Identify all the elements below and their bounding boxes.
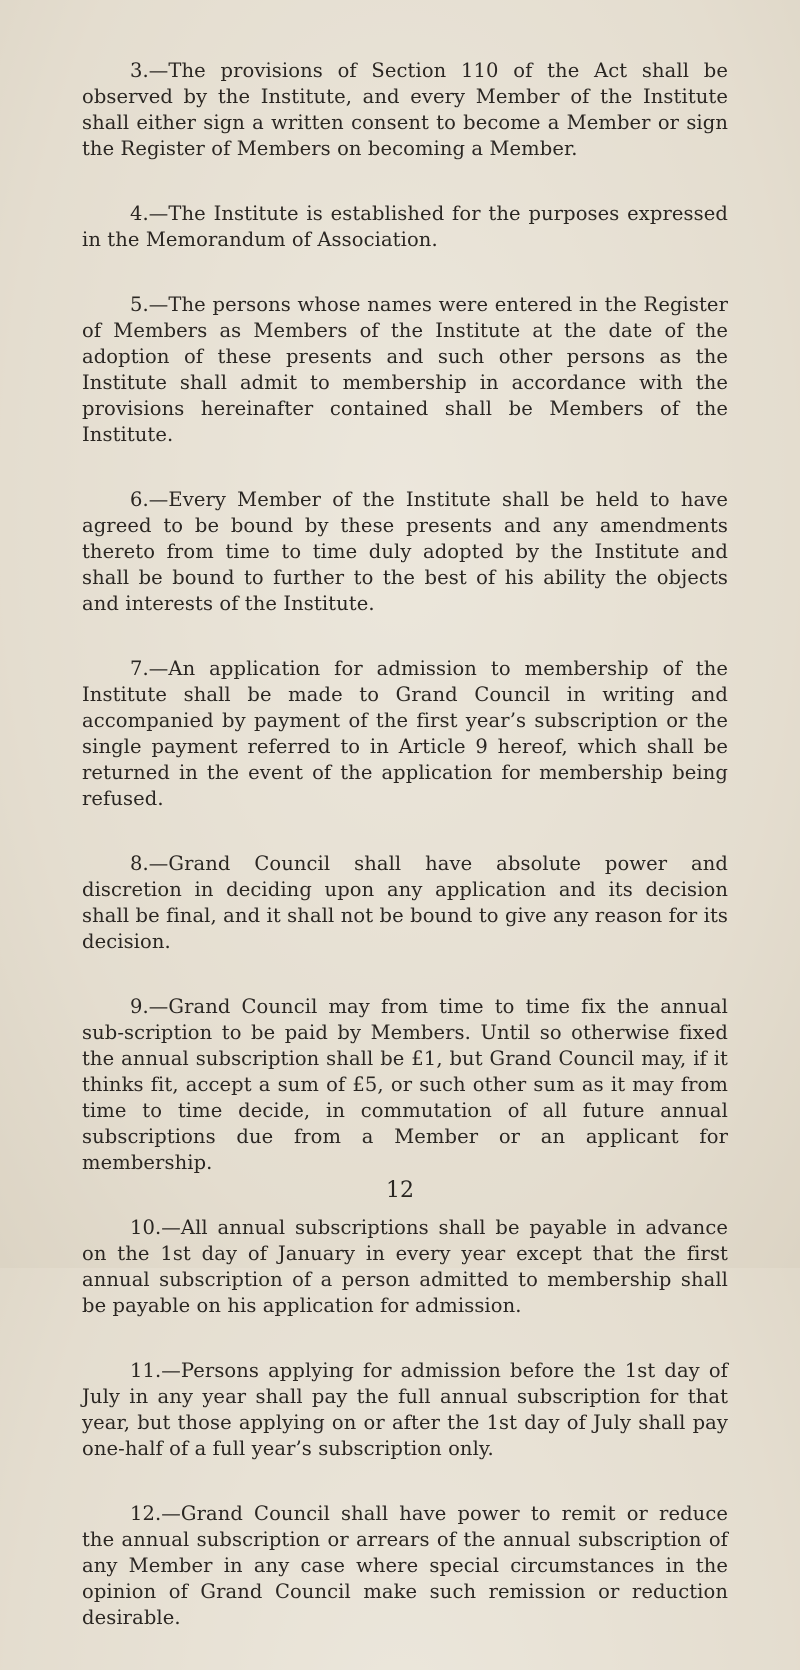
page-number: 12	[386, 1178, 414, 1203]
article-12: 12.—Grand Council shall have power to remit or reduce the annual subscription or arrears of the annual subscription of any Member in any case where special circumstances in the opinion of Grand Council make such remission or reduction desirable.	[82, 1502, 728, 1629]
article-10: 10.—All annual subscriptions shall be payable in advance on the 1st day of January in every year except that the first annual subscription of a person admitted to membership shall be payable on his application for admission.	[82, 1216, 728, 1317]
article-11: 11.—Persons applying for admission before the 1st day of July in any year shall pay the full annual subscription for that year, but those applying on or after the 1st day of July shall pay one-half of a full year’s subscription only.	[82, 1359, 728, 1460]
article-4: 4.—The Institute is established for the purposes expressed in the Memorandum of Association.	[82, 202, 728, 251]
article-9: 9.—Grand Council may from time to time fix the annual sub-scription to be paid by Members. Until so otherwise fixed the annual subscription shall be £1, but Grand Council may, if it thinks fit, accept a sum of £5, or such other sum as it may from time to time decide, in commutation of all future annual subscriptions due from a Member or an applicant for membership.	[82, 995, 728, 1174]
document-body	[82, 58, 728, 1670]
article-3: 3.—The provisions of Section 110 of the Act shall be observed by the Institute, and every Member of the Institute shall either sign a written consent to become a Member or sign the Register of Members on becoming a Member.	[82, 59, 728, 160]
article-7: 7.—An application for admission to membership of the Institute shall be made to Grand Council in writing and accompanied by payment of the first year’s subscription or the single payment referred to in Article 9 hereof, which shall be returned in the event of the application for membership being refused.	[82, 657, 728, 810]
article-6: 6.—Every Member of the Institute shall be held to have agreed to be bound by these presents and any amendments thereto from time to time duly adopted by the Institute and shall be bound to further to the best of his ability the objects and interests of the Institute.	[82, 488, 728, 615]
article-5: 5.—The persons whose names were entered in the Register of Members as Members of the Institute at the date of the adoption of these presents and such other persons as the Institute shall admit to membership in accordance with the provisions hereinafter contained shall be Members of the Institute.	[82, 293, 728, 446]
article-8: 8.—Grand Council shall have absolute power and discretion in deciding upon any application and its decision shall be final, and it shall not be bound to give any reason for its decision.	[82, 852, 728, 953]
